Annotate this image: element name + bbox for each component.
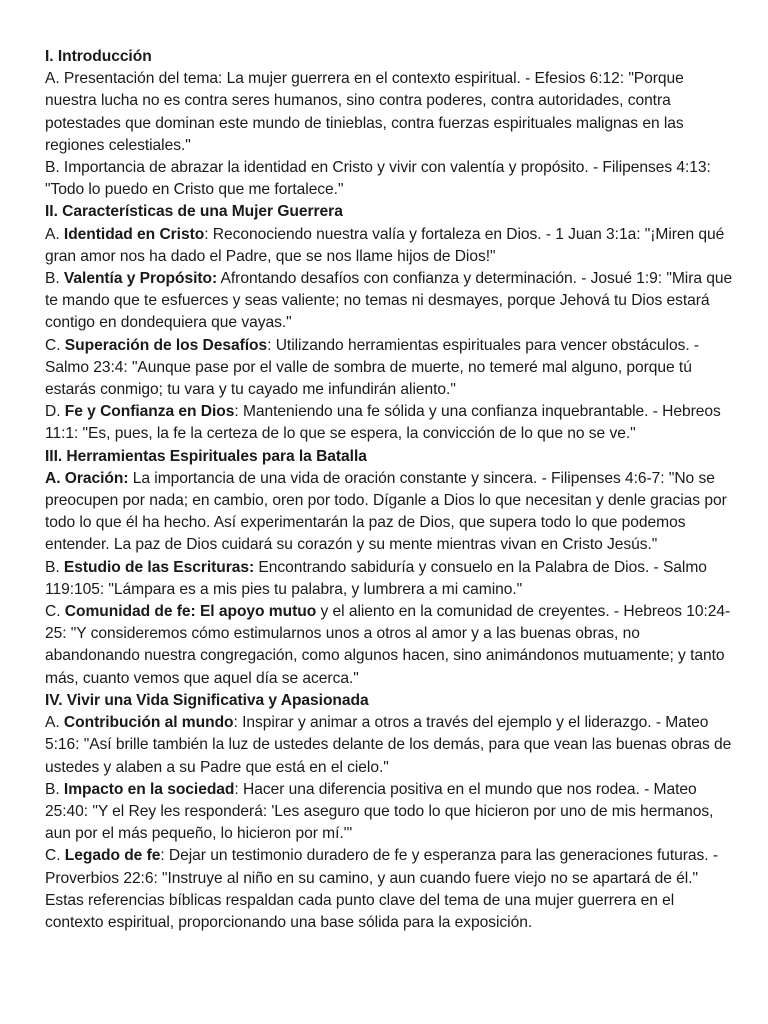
- bold-text-run: Legado de fe: [64, 847, 161, 865]
- document-paragraph: [45, 335, 735, 402]
- document-paragraph: [45, 68, 735, 157]
- text-run: C.: [45, 847, 65, 865]
- document-paragraph: [45, 468, 735, 557]
- document-paragraph: [45, 712, 735, 779]
- bold-text-run: IV. Vivir una Vida Significativa y Apasionada: [45, 691, 369, 709]
- text-run: A.: [45, 225, 64, 243]
- text-run: La importancia de una vida de oración constante y sincera. - Filipenses 4:6-7: "No se preocupen por nada; en cambio, oren por todo. Díganle a Dios lo que necesitan y denle gracias por todo lo que él ha hecho. Así experimentarán la paz de Dios, que supera todo lo que podemos entender. La paz de Dios cuidará su corazón y su mente mientras vivan en Cristo Jesús.": [45, 469, 727, 554]
- bold-text-run: III. Herramientas Espirituales para la Batalla: [45, 447, 367, 465]
- bold-text-run: Identidad en Cristo: [63, 225, 205, 243]
- text-run: A.: [45, 714, 64, 732]
- bold-text-run: Estudio de las Escrituras:: [63, 558, 255, 576]
- text-run: Encontrando sabiduría y consuelo en la Palabra de Dios. - Salmo 119:105: "Lámpara es a mis pies tu palabra, y lumbrera a mi camino.": [45, 558, 707, 598]
- text-run: C.: [45, 603, 65, 621]
- bold-text-run: Valentía y Propósito:: [63, 270, 218, 288]
- document-paragraph: [45, 690, 735, 712]
- text-run: D.: [45, 403, 65, 421]
- document-paragraph: [45, 446, 735, 468]
- document-paragraph: [45, 157, 735, 201]
- document-paragraph: [45, 557, 735, 601]
- text-run: Estas referencias bíblicas respaldan cada punto clave del tema de una mujer guerrera en el contexto espiritual, proporcionando una base sólida para la exposición.: [45, 891, 675, 931]
- text-run: B.: [45, 270, 64, 288]
- document-paragraph: [45, 890, 735, 934]
- document-paragraph: [45, 46, 735, 68]
- text-run: : Dejar un testimonio duradero de fe y esperanza para las generaciones futuras. - Proverbios 22:6: "Instruye al niño en su camino, y aun cuando fuere viejo no se apartará de él.": [45, 847, 719, 887]
- text-run: Afrontando desafíos con confianza y determinación. - Josué 1:9: "Mira que te mando que te esfuerces y seas valiente; no temas ni desmayes, porque Jehová tu Dios estará contigo en dondequiera que vayas.": [45, 270, 733, 332]
- text-run: : Manteniendo una fe sólida y una confianza inquebrantable. - Hebreos 11:1: "Es, pues, la fe la certeza de lo que se espera, la convicción de lo que no se ve.": [45, 403, 721, 443]
- text-run: : Hacer una diferencia positiva en el mundo que nos rodea. - Mateo 25:40: "Y el Rey les responderá: 'Les aseguro que todo lo que hicieron por uno de mis hermanos, aun por el más pequeño, lo hicieron por mí.'": [45, 780, 714, 843]
- text-run: B.: [45, 780, 64, 798]
- text-run: : Inspirar y animar a otros a través del ejemplo y el liderazgo. - Mateo 5:16: "Así brille también la luz de ustedes delante de los demás, para que vean las buenas obras de ustedes y alaben a su Padre que está en el cielo.": [45, 714, 732, 776]
- document-body: [45, 46, 735, 934]
- document-paragraph: [45, 779, 735, 846]
- bold-text-run: II. Características de una Mujer Guerrera: [45, 203, 343, 221]
- document-paragraph: [45, 401, 735, 445]
- bold-text-run: A. Oración:: [45, 469, 129, 487]
- text-run: : Reconociendo nuestra valía y fortaleza en Dios. - 1 Juan 3:1a: "¡Miren qué gran amor nos ha dado el Padre, que se nos llame hijos de Dios!": [45, 225, 725, 265]
- bold-text-run: Contribución al mundo: [63, 714, 234, 732]
- bold-text-run: I. Introducción: [45, 48, 152, 65]
- text-run: C.: [45, 336, 65, 354]
- text-run: B. Importancia de abrazar la identidad en Cristo y vivir con valentía y propósito. - Filipenses 4:13: "Todo lo puedo en Cristo que me fortalece.": [45, 159, 711, 199]
- document-paragraph: [45, 601, 735, 690]
- document-paragraph: [45, 201, 735, 223]
- text-run: B.: [45, 558, 64, 576]
- bold-text-run: Superación de los Desafíos: [64, 336, 268, 354]
- bold-text-run: Fe y Confianza en Dios: [64, 403, 235, 421]
- document-paragraph: [45, 845, 735, 889]
- text-run: y el aliento en la comunidad de creyentes. - Hebreos 10:24-25: "Y consideremos cómo estimularnos unos a otros al amor y a las buenas obras, no abandonando nuestra congregación, como algunos hacen, sino animándonos mutuamente; y tanto más, cuanto vemos que aquel día se acerca.": [45, 603, 731, 687]
- text-run: : Utilizando herramientas espirituales para vencer obstáculos. - Salmo 23:4: "Aunque pase por el valle de sombra de muerte, no temeré mal alguno, porque tú estarás conmigo; tu vara y tu cayado me infundirán aliento.": [45, 336, 700, 399]
- bold-text-run: Comunidad de fe: El apoyo mutuo: [64, 603, 317, 621]
- text-run: A. Presentación del tema: La mujer guerrera en el contexto espiritual. - Efesios 6:12: "Porque nuestra lucha no es contra seres humanos, sino contra poderes, contra autoridades, contra potestades que dominan este mundo de tinieblas, contra fuerzas espirituales malignas en las regiones celestiales.": [45, 70, 684, 154]
- document-paragraph: [45, 268, 735, 335]
- document-paragraph: [45, 224, 735, 268]
- bold-text-run: Impacto en la sociedad: [63, 780, 235, 798]
